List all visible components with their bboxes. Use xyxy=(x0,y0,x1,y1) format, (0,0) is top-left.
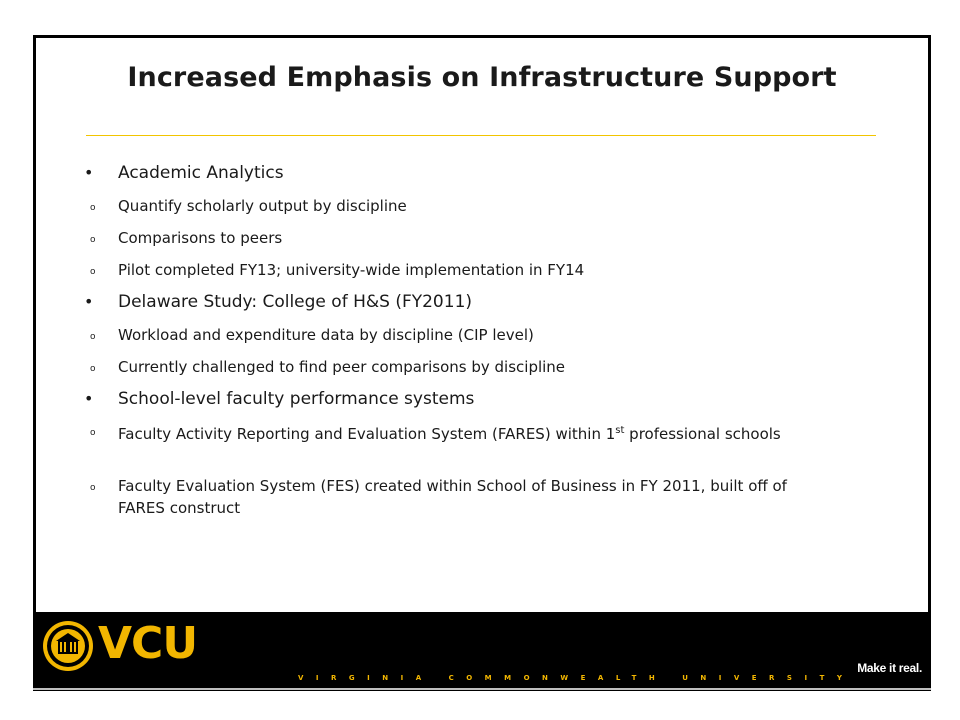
sub-item xyxy=(90,420,838,445)
bullet-label: Delaware Study: College of H&S (FY2011) xyxy=(118,292,473,312)
bullet-dot-icon: • xyxy=(84,292,94,311)
bullet-dot-icon: • xyxy=(84,163,94,182)
circle-bullet-icon: o xyxy=(90,428,96,438)
slide-title: Increased Emphasis on Infrastructure Support xyxy=(127,62,837,93)
circle-bullet-icon: o xyxy=(90,332,96,342)
sub-item xyxy=(90,475,838,519)
sub-item-text: Currently challenged to find peer comparisons by discipline xyxy=(118,358,566,376)
slide-shadow xyxy=(33,688,931,690)
sub-item-text: Pilot completed FY13; university-wide implementation in FY14 xyxy=(118,261,585,279)
bullet-item xyxy=(84,162,284,184)
sub-item xyxy=(90,324,838,346)
sub-item-text: Comparisons to peers xyxy=(118,229,283,247)
circle-bullet-icon: o xyxy=(90,483,96,493)
bullet-label: School-level faculty performance systems xyxy=(118,389,475,409)
sub-item-text: Quantify scholarly output by discipline xyxy=(118,197,407,215)
university-name: VIRGINIA COMMONWEALTH UNIVERSITY xyxy=(298,674,855,682)
circle-bullet-icon: o xyxy=(90,203,96,213)
sub-item xyxy=(90,195,838,217)
bullet-label: Academic Analytics xyxy=(118,163,284,183)
vcu-logo: VCU xyxy=(98,618,198,669)
sub-item-text: Faculty Activity Reporting and Evaluation System (FARES) within 1st professional schools xyxy=(118,425,781,443)
title-divider xyxy=(86,135,876,136)
sub-item-text: Workload and expenditure data by discipline (CIP level) xyxy=(118,326,534,344)
footer-band xyxy=(36,612,928,688)
sub-item xyxy=(90,356,838,378)
bullet-item xyxy=(84,291,473,313)
tagline: Make it real. xyxy=(857,661,922,675)
circle-bullet-icon: o xyxy=(90,364,96,374)
slide xyxy=(33,35,931,691)
sub-item-text: Faculty Evaluation System (FES) created within School of Business in FY 2011, built off of FARES construct xyxy=(118,477,787,517)
sub-item xyxy=(90,227,838,249)
bullet-item xyxy=(84,388,475,410)
sub-item xyxy=(90,259,838,281)
bullet-dot-icon: • xyxy=(84,389,94,408)
university-seal-icon xyxy=(42,620,94,672)
circle-bullet-icon: o xyxy=(90,235,96,245)
circle-bullet-icon: o xyxy=(90,267,96,277)
